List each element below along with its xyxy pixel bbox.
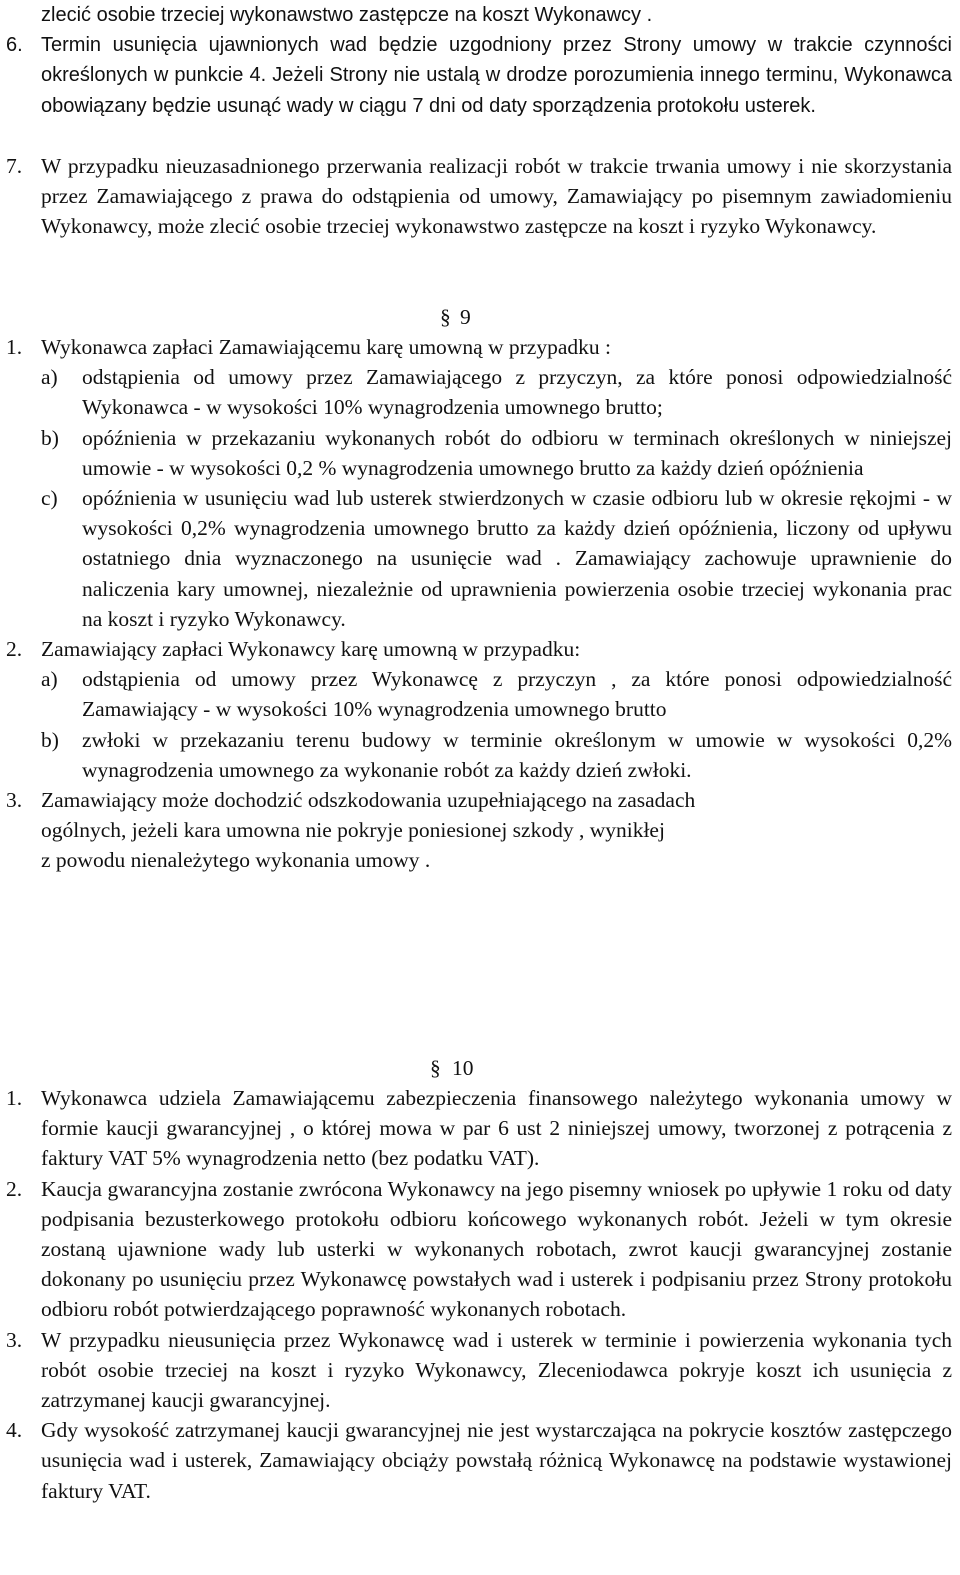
- section-sign: §: [440, 305, 451, 329]
- section-sign: §: [430, 1056, 441, 1080]
- sub-item-letter: a): [41, 365, 58, 390]
- sub-item-text: zwłoki w przekazaniu terenu budowy w terminie określonym w umowie w wysokości 0,2% wynagrodzenia umownego za wykonanie robót za każdy dzień zwłoki.: [82, 727, 952, 782]
- top-block: [0, 0, 960, 121]
- item-number: 2.: [6, 637, 23, 662]
- section-9-body: [0, 332, 960, 876]
- item-number: 4.: [6, 1418, 23, 1443]
- sub-item-text: odstąpienia od umowy przez Zamawiającego z przyczyn, za które ponosi odpowiedzialność Wykonawca - w wysokości 10% wynagrodzenia umownego brutto;: [82, 365, 952, 420]
- sub-item-letter: a): [41, 667, 58, 692]
- item-text-line: Zamawiający może dochodzić odszkodowania uzupełniającego na zasadach: [41, 788, 696, 813]
- sub-item: [0, 362, 960, 422]
- item-text-line: ogólnych, jeżeli kara umowna nie pokryje poniesionej szkody , wynikłej: [41, 818, 665, 843]
- list-item: [0, 1325, 960, 1416]
- item-text: W przypadku nieusunięcia przez Wykonawcę wad i usterek w terminie i powierzenia wykonania tych robót osobie trzeciej na koszt i ryzyko Wykonawcy, Zleceniodawca pokryje koszt ich usunięcia z zatrzymanej kaucji gwarancyjnej.: [41, 1327, 952, 1413]
- item-text: Termin usunięcia ujawnionych wad będzie uzgodniony przez Strony umowy w trakcie czynności określonych w punkcie 4. Jeżeli Strony nie ustalą w drodze porozumienia innego terminu, Wykonawca obowiązany będzie usunąć wady w ciągu 7 dni od daty sporządzenia protokołu usterek.: [41, 34, 952, 117]
- item-text: Zamawiający zapłaci Wykonawcy karę umowną w przypadku:: [41, 637, 581, 662]
- list-item: [0, 1174, 960, 1325]
- continuation-text: zlecić osobie trzeciej wykonawstwo zastępcze na koszt Wykonawcy .: [41, 4, 653, 26]
- item-number: 7.: [6, 154, 23, 178]
- list-item: [0, 634, 960, 664]
- item-text: W przypadku nieuzasadnionego przerwania realizacji robót w trakcie trwania umowy i nie skorzystania przez Zamawiającego z prawa do odstąpienia od umowy, Zamawiający po pisemnym zawiadomieniu Wykonawcy, może zlecić osobie trzeciej wykonawstwo zastępcze na koszt i ryzyko Wykonawcy.: [41, 154, 952, 239]
- sub-item-text: opóźnienia w przekazaniu wykonanych robót do odbioru w terminach określonych w niniejszej umowie - w wysokości 0,2 % wynagrodzenia umownego brutto za każdy dzień opóźnienia: [82, 425, 952, 480]
- top-continuation: [0, 0, 960, 30]
- sub-item-letter: b): [41, 727, 59, 752]
- list-item: [0, 1415, 960, 1506]
- sub-item: [0, 483, 960, 634]
- section-10-body: [0, 1083, 960, 1506]
- list-item: [0, 332, 960, 362]
- item-7-block: [0, 151, 960, 242]
- section-number: 10: [452, 1056, 474, 1080]
- item-text: Wykonawca zapłaci Zamawiającemu karę umowną w przypadku :: [41, 335, 611, 359]
- item-number: 2.: [6, 1176, 23, 1201]
- sub-item: [0, 664, 960, 724]
- sub-item-text: odstąpienia od umowy przez Wykonawcę z przyczyn , za które ponosi odpowiedzialność Zamawiający - w wysokości 10% wynagrodzenia umownego brutto: [82, 667, 952, 722]
- sub-item: [0, 423, 960, 483]
- item-text: Gdy wysokość zatrzymanej kaucji gwarancyjnej nie jest wystarczająca na pokrycie kosztów zastępczego usunięcia wad i usterek, Zamawiający obciąży powstałą różnicą Wykonawcę na podstawie wystawionej faktury VAT.: [41, 1418, 952, 1503]
- sub-item-text: opóźnienia w usunięciu wad lub usterek stwierdzonych w czasie odbioru lub w okresie rękojmi - w wysokości 0,2% wynagrodzenia umownego brutto za każdy dzień opóźnienia, liczony od upływu ostatniego dnia wyznaczonego na usunięcie wad . Zamawiający zachowuje uprawnienie do naliczenia kary umownej, niezależnie od uprawnienia powierzenia osobie trzeciej wykonania prac na koszt i ryzyko Wykonawcy.: [82, 486, 952, 631]
- item-text-line: z powodu nienależytego wykonania umowy .: [41, 848, 431, 873]
- list-item: [0, 785, 960, 876]
- section-number: 9: [460, 305, 471, 329]
- list-item: [0, 151, 960, 242]
- item-number: 1.: [6, 335, 23, 359]
- list-item: [0, 1083, 960, 1174]
- sub-item: [0, 725, 960, 785]
- sub-item-letter: b): [41, 425, 59, 450]
- item-number: 6.: [6, 34, 23, 57]
- item-number: 3.: [6, 788, 23, 813]
- item-text: Wykonawca udziela Zamawiającemu zabezpieczenia finansowego należytego wykonania umowy w formie kaucji gwarancyjnej , o której mowa w par 6 ust 2 niniejszej umowy, tworzonej z potrącenia z faktury VAT 5% wynagrodzenia netto (bez podatku VAT).: [41, 1086, 952, 1171]
- item-number: 3.: [6, 1327, 23, 1352]
- item-text: Kaucja gwarancyjna zostanie zwrócona Wykonawcy na jego pisemny wniosek po upływie 1 roku od daty podpisania bezusterkowego protokołu odbioru końcowego wykonanych robót. Jeżeli w tym okresie zostaną ujawnione wady lub usterki w wykonanych robotach, zwrot kaucji gwarancyjnej zostanie dokonany po usunięciu przez Wykonawcę powstałych wad i usterek i podpisaniu przez Strony protokołu odbioru robót potwierdzającego poprawność wykonanych robotach.: [41, 1176, 952, 1322]
- sub-item-letter: c): [41, 486, 58, 511]
- item-number: 1.: [6, 1086, 23, 1110]
- list-item: [0, 30, 960, 121]
